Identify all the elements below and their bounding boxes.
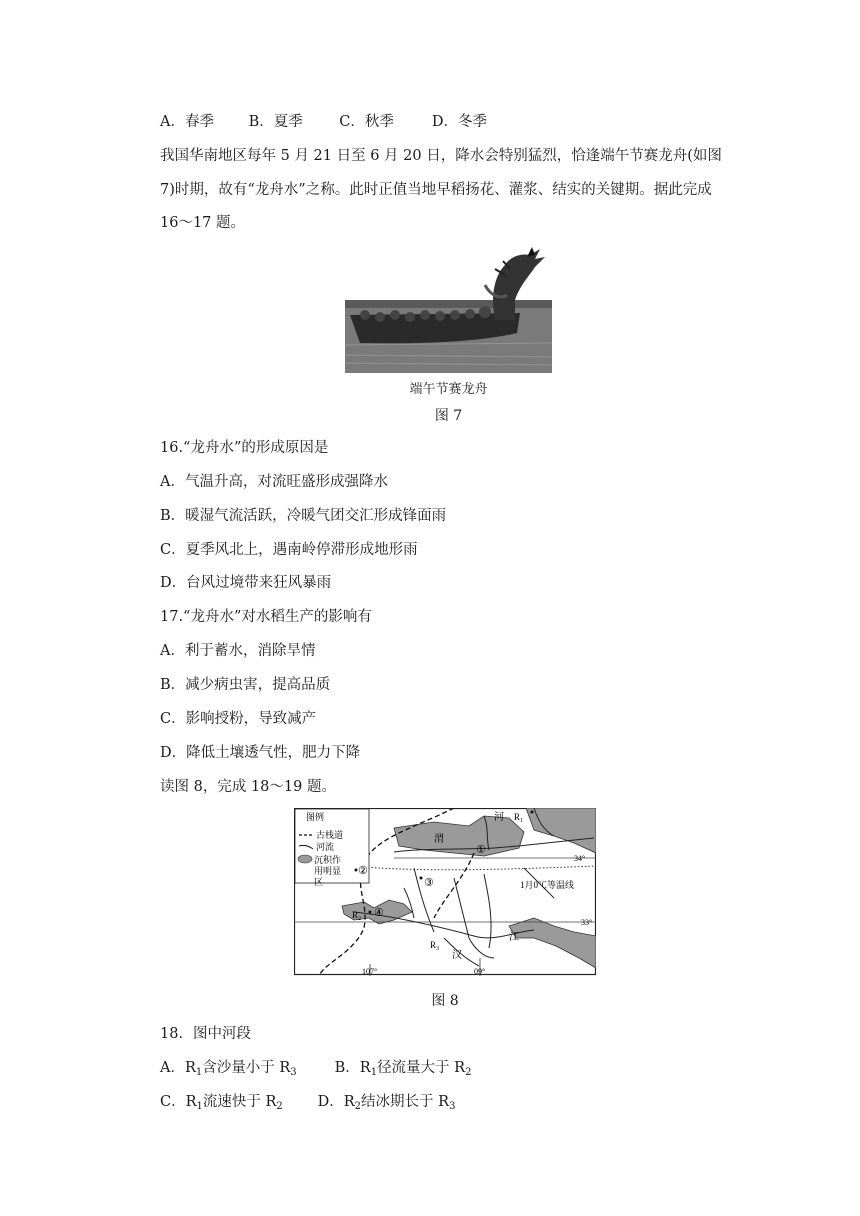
location-2: ② <box>358 865 368 877</box>
figure8-label: 图 8 <box>431 993 459 1009</box>
legend-sed-2: 用明显 <box>314 866 342 876</box>
intro-18-19: 读图 8，完成 18～19 题。 <box>160 779 336 795</box>
q16-option-c: C．夏季风北上，遇南岭停滞形成地形雨 <box>160 542 418 558</box>
location-3: ③ <box>424 877 434 889</box>
river-r2-label: $R_2$ <box>352 910 362 922</box>
river-r3-label: $R_3$ <box>430 940 440 952</box>
river-jiang-label: 江 <box>509 932 519 943</box>
q17-option-c: C．影响授粉，导致减产 <box>160 711 317 727</box>
q15-options <box>160 112 487 132</box>
q18-option-b: B．$R_1$径流量大于 $R_2$ <box>334 1060 472 1078</box>
q18-option-d: D．$R_2$结冰期长于 $R_3$ <box>317 1094 456 1112</box>
q18-option-c: C．$R_1$流速快于 $R_2$ <box>160 1094 283 1112</box>
location-1: ① <box>476 844 486 856</box>
figure7-label: 图 7 <box>434 408 463 424</box>
passage-line-3: 16～17 题。 <box>160 215 246 231</box>
lat-34-label: 34° <box>574 854 586 863</box>
dragon-boat-image <box>345 245 552 373</box>
legend-road: 古栈道 <box>316 830 344 840</box>
passage-line-2: 7)时期，故有“龙舟水”之称。此时正值当地早稻扬花、灌浆、结实的关键期。据此完成 <box>160 182 712 198</box>
map-svg <box>294 808 596 976</box>
legend-sed-1: 沉积作 <box>314 855 342 865</box>
q15-option-c: C．秋季 <box>339 114 394 130</box>
q15-option-d: D．冬季 <box>431 114 487 130</box>
dragon-boat-photo <box>345 245 552 373</box>
isotherm-label: 1月0℃等温线 <box>520 880 575 890</box>
photo-caption: 端午节赛龙舟 <box>409 382 488 397</box>
q15-option-b: B．夏季 <box>248 114 303 130</box>
q17-option-b: B．减少病虫害，提高品质 <box>160 677 331 693</box>
legend-river: 河流 <box>316 842 335 852</box>
river-r1-label: $R_1$ <box>514 812 524 824</box>
q16-option-a: A．气温升高，对流旺盛形成强降水 <box>160 474 388 490</box>
river-wei-label: 渭 <box>434 834 444 845</box>
lon-109-label: 09° <box>474 967 486 976</box>
lat-33-label: 33° <box>581 918 593 927</box>
passage-line-1: 我国华南地区每年 5 月 21 日至 6 月 20 日，降水会特别猛烈，恰逢端午节赛龙舟(如图 <box>160 148 722 164</box>
q17-stem: 17.“龙舟水”对水稻生产的影响有 <box>160 609 372 625</box>
q18-option-a: A．$R_1$含沙量小于 $R_3$ <box>160 1060 297 1078</box>
q15-option-a: A．春季 <box>160 114 214 130</box>
location-4: ④ <box>374 907 384 919</box>
q16-stem: 16.“龙舟水”的形成原因是 <box>160 440 329 456</box>
legend-title: 图例 <box>306 812 325 822</box>
river-han-label: 汉 <box>452 950 462 961</box>
q17-option-a: A．利于蓄水，消除旱情 <box>160 643 316 659</box>
q18-options-row-2 <box>160 1092 455 1112</box>
river-he-label: 河 <box>494 812 504 823</box>
q18-stem: 18．图中河段 <box>160 1026 251 1042</box>
figure8-map <box>294 808 596 976</box>
q16-option-b: B．暖湿气流活跃，冷暖气团交汇形成锋面雨 <box>160 508 447 524</box>
q16-option-d: D．台风过境带来狂风暴雨 <box>160 575 332 591</box>
legend-sed-3: 区 <box>314 877 324 887</box>
q18-options-row-1 <box>160 1058 471 1078</box>
lon-107-label: 107° <box>362 967 378 976</box>
q17-option-d: D．降低土壤透气性，肥力下降 <box>160 745 361 761</box>
